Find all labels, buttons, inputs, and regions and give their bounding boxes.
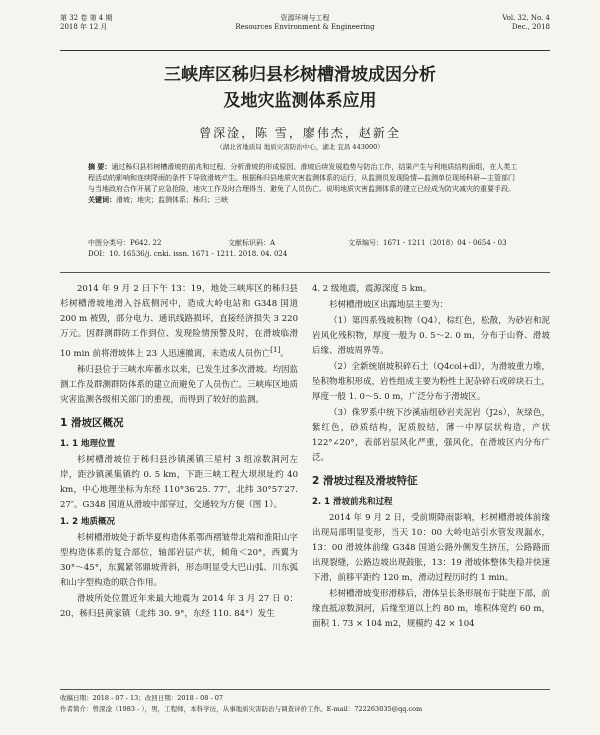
issue-date: 2018 年 12 月 bbox=[60, 23, 108, 31]
title-line-1: 三峡库区秭归县杉树槽滑坡成因分析 bbox=[164, 65, 436, 85]
volume-issue: 第 32 卷 第 4 期 bbox=[60, 14, 113, 22]
paragraph: 杉树槽滑坡区出露地层主要为： bbox=[329, 300, 449, 310]
journal-name-cn: 资源环境与工程 bbox=[280, 14, 330, 22]
paper-title bbox=[0, 62, 600, 114]
header-center bbox=[60, 14, 550, 32]
keywords-label: 关键词： bbox=[88, 196, 116, 204]
paragraph: （1）第四系残坡积物（Q4），棕红色，松散，为砂岩和泥岩风化残积物，厚度一般为 0. 5～2. 0 m，分布于山脊、滑坡后缘、滑坡周界等。 bbox=[312, 316, 550, 356]
doi: DOI：10. 16536/j. cnki. issn. 1671 - 1211. 2018. 04. 024 bbox=[88, 250, 288, 258]
subsection-heading-1-1: 1. 1 地理位置 bbox=[60, 438, 115, 449]
footnote bbox=[60, 689, 550, 715]
paragraph: 杉树槽滑坡位于秭归县沙镇溪镇三星村 3 组凉数洞河左岸，距沙镇溪集镇约 0. 5 km，下距三峡工程大坝坝址约 40 km，中心地理坐标为东经 110°36′25. 77″，北纬 30°57′27. 27″。G348 国道从滑坡中部穿过，交通较为方便（图 1）。 bbox=[60, 454, 298, 510]
paragraph: （2）全新统崩坡积碎石土（Q4col+dl），为滑坡重力堆，坠积物堆积形成，岩性组成主要为粉性土泥杂碎石或碎块石土，厚度一般 1. 0～5. 0 m，广泛分布于滑坡区。 bbox=[312, 362, 551, 402]
journal-header bbox=[60, 12, 550, 51]
paragraph: 2014 年 9 月 2 日下午 13：19，地处三峡库区的秭归县杉树槽滑坡地滑入谷底侧河中，造成大岭电站和 G348 国道 200 m 被毁，部分电力、通讯线路损坏，直接经济损失 3 220 万元。因群测群防工作到位、发现险情预警及时，在滑坡临滑 10 min 前将滑坡体上 23 人迅速撤离，未造成人员伤亡[1]。 bbox=[60, 284, 298, 359]
issue-date-en: Dec., 2018 bbox=[511, 23, 550, 31]
column-right bbox=[312, 282, 550, 633]
abstract-text: 通过秭归县杉树槽滑坡的前兆和过程、分析滑坡的形成原因、滑坡后续发展趋势与防治工作，结果产生与利地质结构面组，在人类工程活动的影响和连续降雨的条件下导致滑坡产生。根据秭归县地质灾害监测体系的运行，从监测员发现险情—监测单位现场科研—主管部门与当地政府合作开展了应急抢险，地灾工作及时合理得当，避免了人员伤亡。说明地质灾害监测体系的建立已经成为防灾减灾的重要手段。 bbox=[88, 163, 518, 193]
affiliation: （湖北省地质局 地质灾害防治中心，湖北 宜昌 443000） bbox=[216, 143, 384, 151]
section-heading-2: 2 滑坡过程及滑坡特征 bbox=[312, 475, 418, 487]
paragraph: 杉树槽滑坡处于新华夏构造体系鄂西褶皱带北端和淮阳山字型构造体系的复合部位，轴部岩层产状，倾角＜20°，西翼为 30°～45°，东翼紧邻鼎坡背斜，形态明显受大巴山弧、川东弧和山字型构造的联合作用。 bbox=[60, 532, 299, 588]
column-left bbox=[60, 282, 298, 623]
header-right bbox=[502, 14, 550, 32]
article-metadata bbox=[88, 238, 520, 260]
subsection-heading-2-1: 2. 1 滑坡前兆和过程 bbox=[312, 497, 393, 507]
document-code: 文献标识码：A bbox=[228, 239, 276, 247]
section-heading-1: 1 滑坡区概况 bbox=[60, 416, 124, 429]
journal-name-en: Resources Environment & Engineering bbox=[235, 23, 375, 31]
abstract-label: 摘 要： bbox=[88, 163, 112, 171]
paragraph: 4. 2 级地震，震源深度 5 km。 bbox=[312, 284, 432, 294]
volume-issue-en: Vol. 32, No. 4 bbox=[502, 14, 550, 22]
subsection-heading-1-2: 1. 2 地质概况 bbox=[60, 516, 115, 527]
clc-number: 中图分类号：P642. 22 bbox=[88, 239, 162, 247]
title-line-2: 及地灾监测体系应用 bbox=[223, 91, 377, 111]
author-bio: 作者简介：曾深淦（1983 - ），男，工程师，本科学历，从事地质灾害防治与调查评价工作。E-mail：722263035@qq.com bbox=[60, 705, 423, 713]
paragraph: 杉树槽滑坡变形滑移后，滑体呈长条形展布于陡崖下部，前缘直抵凉数洞河，后缘至道以上约 80 m，堆积体宽约 60 m，面积 1. 73 × 104 m2，规模约 42 × 104 bbox=[312, 589, 551, 629]
keywords-text: 滑坡；地灾；监测体系；秭归；三峡 bbox=[116, 196, 228, 204]
authors: 曾深淦，陈 雪，廖伟杰，赵新全 bbox=[199, 126, 401, 140]
paragraph: 秭归县位于三峡水库蓄水以来，已发生过多次滑坡。均因监测工作及群测群防体系的建立而避免了人员伤亡。三峡库区地质灾害监测各级相关部门的重视，而得到了较好的监测。 bbox=[60, 364, 299, 405]
paragraph: 2014 年 9 月 2 日，受前期降雨影响，杉树槽滑坡体前缘出现局部明显变形，当天 10：00 大岭电站引水管发现漏水，13：00 滑坡体前缘 G348 国道公路外侧发生挤压，公路路面出现裂缝，公路边坡出现鼓胀，13：19 滑坡体整体失稳并快速下滑，前移平距约 120 m，滑动过程历时约 1 min。 bbox=[312, 513, 550, 583]
paragraph: 滑坡所处位置近年来最大地震为 2014 年 3 月 27 日 0：20，秭归县黄家镇（北纬 30. 9°，东经 110. 84°）发生 bbox=[60, 593, 298, 619]
citation: [1] bbox=[270, 345, 281, 354]
paragraph: （3）侏罗系中统下沙溪庙组砂岩夹泥岩（J2s），灰绿色，紫红色，砂质结构，泥质胶结，薄一中厚层状构造，产状 122°∠20°，表部岩层风化严重，强风化，在滑坡区内分布广泛。 bbox=[312, 408, 550, 463]
received-date: 收稿日期：2018 - 07 - 13；改回日期：2018 - 08 - 07 bbox=[60, 694, 223, 702]
article-number: 文章编号：1671 - 1211（2018）04 - 0654 - 03 bbox=[348, 239, 507, 247]
divider bbox=[60, 272, 550, 273]
abstract bbox=[88, 162, 520, 206]
